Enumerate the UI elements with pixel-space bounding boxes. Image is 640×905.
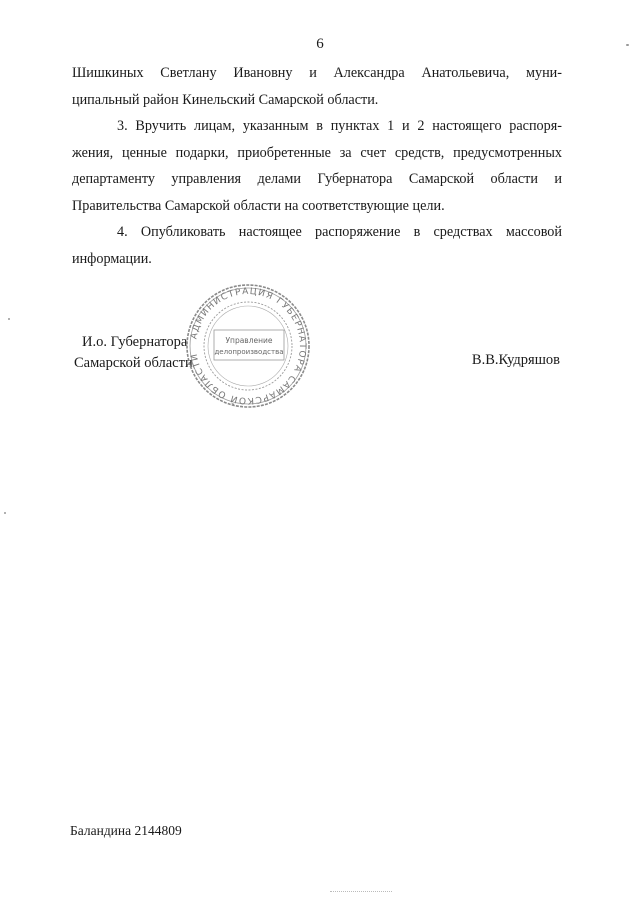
text-line: жения, ценные подарки, приобретенные за счет средств, предусмотренных [72,144,562,161]
paragraph-item-3 [72,113,562,219]
official-seal [184,282,312,410]
seal-center-text-1: Управление [225,336,273,345]
seal-outer-text: АДМИНИСТРАЦИЯ ГУБЕРНАТОРА САМАРСКОЙ ОБЛАСТИ [189,286,308,406]
signatory-title [74,332,193,374]
text-line: 4. Опубликовать настоящее распоряжение в средствах массовой [117,224,562,240]
scan-speck [4,512,6,514]
scan-artifact [330,891,392,894]
paragraph-item-4 [72,219,562,272]
scan-speck [8,318,10,320]
text-line: ципальный район Кинельский Самарской области. [72,91,379,108]
page-number: 6 [316,36,324,52]
scan-speck [626,44,629,46]
seal-center-text-2: делопроизводства [214,348,284,356]
text-line: информации. [72,250,152,267]
text-line: 3. Вручить лицам, указанным в пунктах 1 и 2 настоящего распоря- [117,118,562,134]
text-line: департаменту управления делами Губернатора Самарской области и [72,171,562,187]
signatory-title-line1: И.о. Губернатора [82,334,188,350]
document-body [72,60,562,272]
executor-contact: Баландина 2144809 [70,823,182,838]
text-line: Шишкиных Светлану Ивановну и Александра Анатольевича, муни- [72,65,562,81]
text-line: Правительства Самарской области на соответствующие цели. [72,197,445,214]
signatory-name: В.В.Кудряшов [471,352,560,368]
paragraph-continuation [72,60,562,113]
signatory-title-line2: Самарской области [74,355,193,371]
